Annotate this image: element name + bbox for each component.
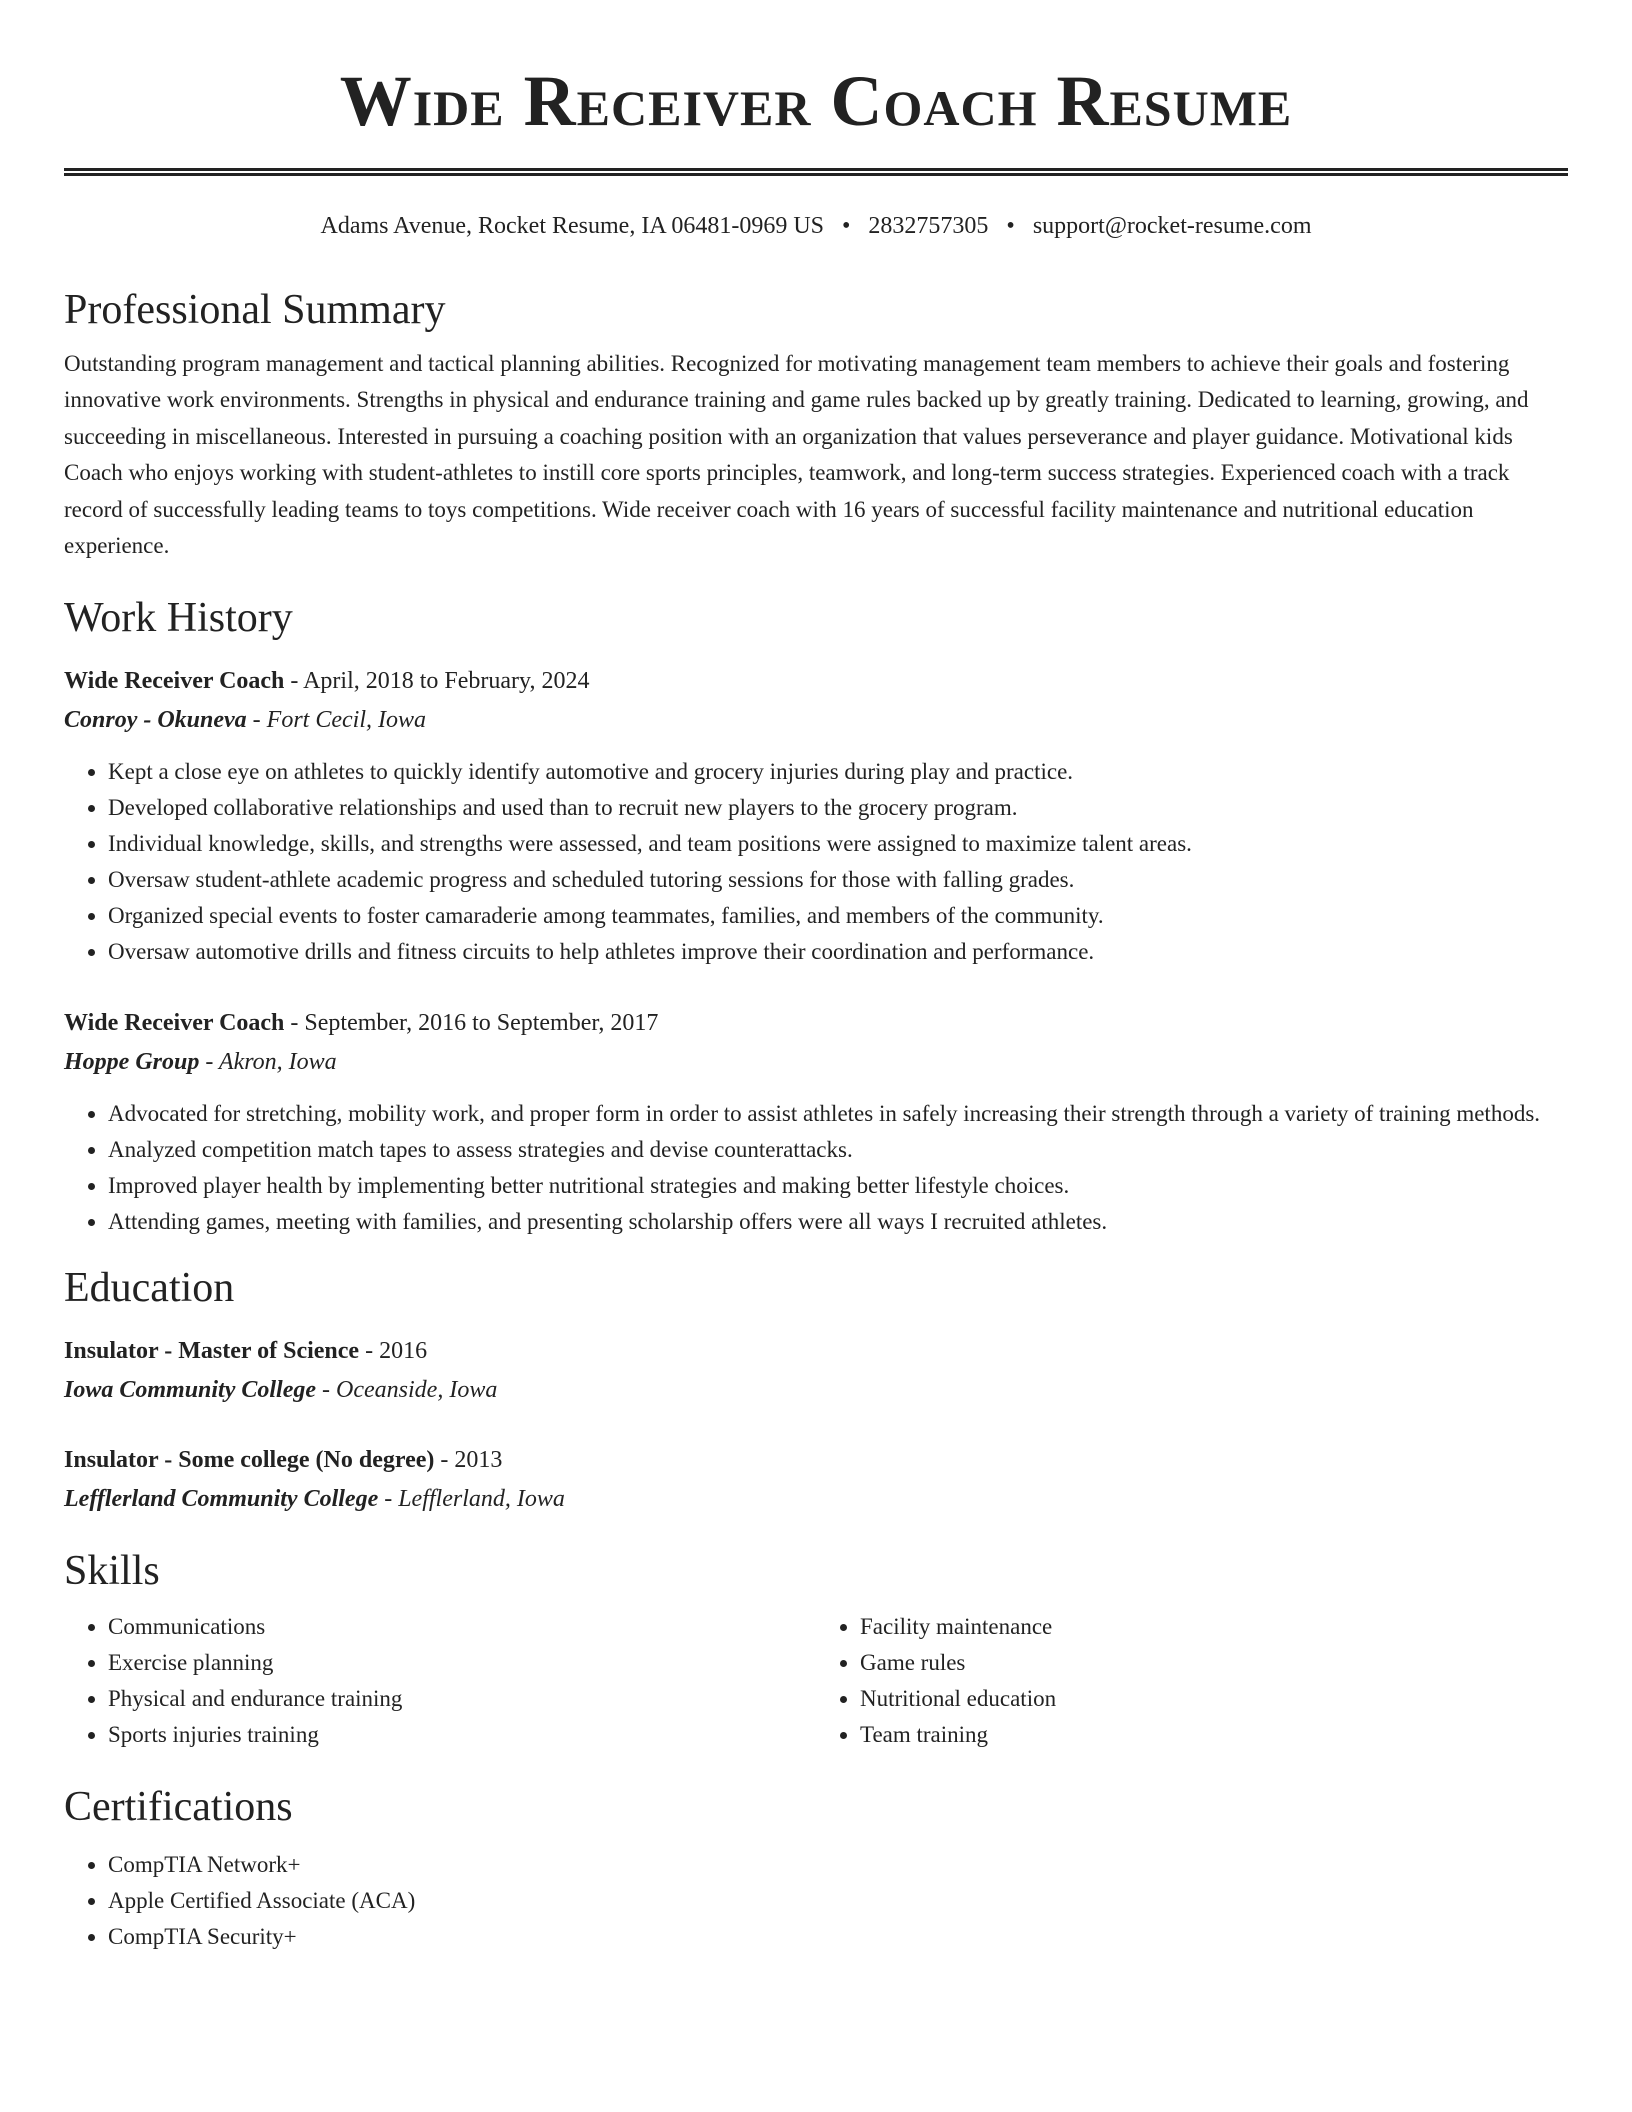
skill-item: • Nutritional education (860, 1681, 1568, 1717)
job-company-line (64, 1043, 1568, 1082)
certifications-list (64, 1847, 1568, 1955)
job-company: Hoppe Group (64, 1049, 200, 1076)
job-entry (64, 662, 1568, 970)
job-bullet: • Analyzed competition match tapes to assess strategies and devise counterattacks. (108, 1132, 1568, 1168)
education-degree: Insulator - Master of Science (64, 1338, 360, 1365)
education-degree-line (64, 1332, 1568, 1371)
skill-item: • Facility maintenance (860, 1609, 1568, 1645)
skill-item: • Team training (860, 1717, 1568, 1753)
job-bullet: • Oversaw student-athlete academic progress and scheduled tutoring sessions for those with falling grades. (108, 862, 1568, 898)
education-entry (64, 1332, 1568, 1410)
certification-item: • CompTIA Security+ (108, 1919, 1568, 1955)
job-bullet: • Developed collaborative relationships and used than to recruit new players to the grocery program. (108, 790, 1568, 826)
skills-grid (64, 1609, 1568, 1753)
education-year: - 2013 (434, 1447, 503, 1474)
job-entry (64, 1004, 1568, 1240)
skill-item: • Communications (108, 1609, 816, 1645)
education-location: - Oceanside, Iowa (316, 1377, 498, 1404)
job-title: Wide Receiver Coach (64, 668, 285, 695)
skills-column-right (816, 1609, 1568, 1753)
job-location: - Fort Cecil, Iowa (246, 707, 426, 734)
skills-heading: Skills (64, 1548, 160, 1595)
education-entry (64, 1441, 1568, 1519)
education-degree-line (64, 1441, 1568, 1480)
contact-email: support@rocket-resume.com (1032, 213, 1312, 239)
job-title-line (64, 1004, 1568, 1043)
resume-title: Wide Receiver Coach Resume (339, 61, 1293, 141)
job-dates: - April, 2018 to February, 2024 (284, 668, 590, 695)
job-bullets (64, 754, 1568, 970)
education-school-line (64, 1480, 1568, 1519)
skill-item: • Game rules (860, 1645, 1568, 1681)
education-school-line (64, 1371, 1568, 1410)
skill-item: • Sports injuries training (108, 1717, 816, 1753)
job-bullet: • Organized special events to foster camaraderie among teammates, families, and members of the community. (108, 898, 1568, 934)
certifications-heading: Certifications (64, 1784, 293, 1831)
title-divider (64, 168, 1568, 176)
job-title: Wide Receiver Coach (64, 1010, 285, 1037)
education-location: - Lefflerland, Iowa (378, 1486, 565, 1513)
education-degree: Insulator - Some college (No degree) (64, 1447, 435, 1474)
job-bullet: • Individual knowledge, skills, and strengths were assessed, and team positions were assigned to maximize talent areas. (108, 826, 1568, 862)
job-title-line (64, 662, 1568, 701)
skills-column-left (64, 1609, 816, 1753)
job-bullets (64, 1096, 1568, 1240)
contact-separator: • (1006, 213, 1015, 239)
job-bullet: • Improved player health by implementing better nutritional strategies and making better lifestyle choices. (108, 1168, 1568, 1204)
summary-heading: Professional Summary (64, 287, 446, 333)
contact-line (64, 210, 1568, 242)
job-location: - Akron, Iowa (199, 1049, 337, 1076)
contact-separator: • (842, 213, 851, 239)
job-bullet: • Kept a close eye on athletes to quickly identify automotive and grocery injuries during play and practice. (108, 754, 1568, 790)
job-company: Conroy - Okuneva (64, 707, 247, 734)
contact-phone: 2832757305 (868, 213, 989, 239)
summary-text: Outstanding program management and tactical planning abilities. Recognized for motivating management team members to achieve their goals and fostering innovative work environments. Strengths in physical and endurance training and game rules backed up by greatly training. Dedicated to learning, growing, and succeeding in miscellaneous. Interested in pursuing a coaching position with an organization that values perseverance and player guidance. Motivational kids Coach who enjoys working with student-athletes to instill core sports principles, teamwork, and long-term success strategies. Experienced coach with a track record of successfully leading teams to toys competitions. Wide receiver coach with 16 years of successful facility maintenance and nutritional education experience. (64, 351, 1529, 559)
contact-address: Adams Avenue, Rocket Resume, IA 06481-0969 US (320, 213, 824, 239)
job-bullet: • Advocated for stretching, mobility work, and proper form in order to assist athletes in safely increasing their strength through a variety of training methods. (108, 1096, 1568, 1132)
certification-item: • CompTIA Network+ (108, 1847, 1568, 1883)
job-bullet: • Oversaw automotive drills and fitness circuits to help athletes improve their coordination and performance. (108, 934, 1568, 970)
skill-item: • Exercise planning (108, 1645, 816, 1681)
job-dates: - September, 2016 to September, 2017 (284, 1010, 659, 1037)
certification-item: • Apple Certified Associate (ACA) (108, 1883, 1568, 1919)
skill-item: • Physical and endurance training (108, 1681, 816, 1717)
education-school: Lefflerland Community College (64, 1486, 379, 1513)
education-year: - 2016 (359, 1338, 428, 1365)
job-company-line (64, 701, 1568, 740)
education-heading: Education (64, 1265, 235, 1312)
job-bullet: • Attending games, meeting with families, and presenting scholarship offers were all ways I recruited athletes. (108, 1204, 1568, 1240)
education-school: Iowa Community College (64, 1377, 317, 1404)
work-history-heading: Work History (64, 595, 293, 642)
